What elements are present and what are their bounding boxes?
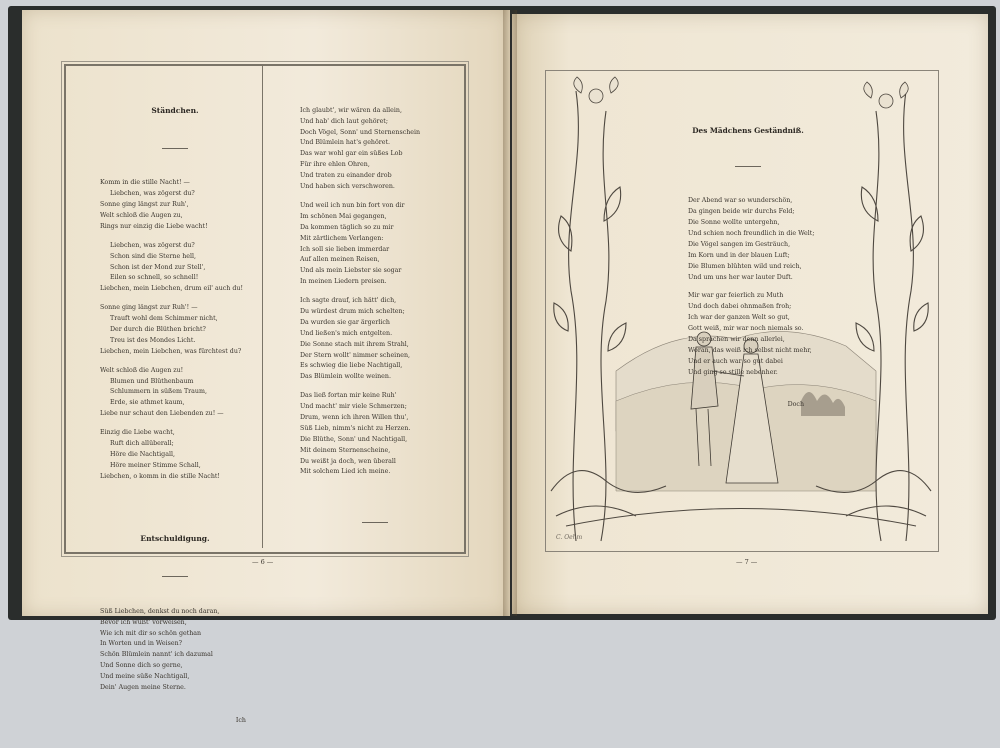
poem-line: Schon ist der Mond zur Stell', bbox=[110, 263, 206, 271]
stanza-break bbox=[300, 288, 450, 296]
stanza-break bbox=[300, 383, 450, 391]
poem-line: Das war wohl gar ein süßes Lob bbox=[300, 150, 403, 158]
catchword: Doch bbox=[787, 401, 804, 409]
poem-line: Komm in die stille Nacht! — bbox=[100, 179, 190, 187]
poem-line: Und ging so stille nebenher. bbox=[688, 368, 778, 376]
poem-line: Liebchen, mein Liebchen, drum eil' auch du! bbox=[100, 285, 243, 293]
poem-line: Da gingen beide wir durchs Feld; bbox=[688, 208, 795, 216]
poem-line: Und hab' dich laut gehöret; bbox=[300, 117, 388, 125]
poem-line: Welt schloß die Augen zu, bbox=[100, 212, 183, 220]
column-divider bbox=[262, 66, 263, 548]
poem-line: Der Stern wollt' nimmer scheinen, bbox=[300, 351, 411, 359]
poem-line: Und Sonne dich so gerne, bbox=[100, 662, 183, 670]
poem-line: Einzig die Liebe wacht, bbox=[100, 429, 175, 437]
poem-line: Rings nur einzig die Liebe wacht! bbox=[100, 222, 208, 230]
poem-line: Liebchen, o komm in die stille Nacht! bbox=[100, 472, 220, 480]
poem-line: Die Sonne wollte untergehn, bbox=[688, 219, 780, 227]
poem-line: Mir war gar feierlich zu Muth bbox=[688, 292, 784, 300]
poem-line: Die Sonne stach mit ihrem Strahl, bbox=[300, 340, 409, 348]
cherub-left bbox=[574, 77, 618, 103]
cherub-right bbox=[864, 82, 908, 108]
bottom-scroll bbox=[566, 509, 916, 527]
stanza-break bbox=[100, 358, 250, 366]
poem-line: Mit deinem Sternenscheine, bbox=[300, 446, 391, 454]
poem-line: Liebchen, was zögerst du? bbox=[110, 241, 195, 249]
stanza-break bbox=[688, 283, 808, 291]
poem-line: Und traten zu einander drob bbox=[300, 172, 392, 180]
poem-line: Trauft wohl dem Schimmer nicht, bbox=[110, 315, 218, 323]
poem-line: Liebe nur schaut den Liebenden zu! — bbox=[100, 410, 224, 418]
poem-line: Und doch dabei ohnmaßen froh; bbox=[688, 303, 792, 311]
poem-line: Sonne ging längst zur Ruh', bbox=[100, 201, 189, 209]
poem-line: Sonne ging längst zur Ruh'! — bbox=[100, 304, 198, 312]
stanza-break bbox=[100, 420, 250, 428]
right-page-poem bbox=[688, 104, 815, 433]
catchword: Ich bbox=[235, 716, 246, 724]
poem-line: Liebchen, was zögerst du? bbox=[110, 190, 195, 198]
poem-line: Und haben sich verschworen. bbox=[300, 183, 395, 191]
title-rule bbox=[162, 576, 188, 577]
left-column bbox=[100, 84, 250, 748]
poem-line: Im schönen Mai gegangen, bbox=[300, 212, 387, 220]
title-rule bbox=[162, 148, 188, 149]
poem-line: Drum, wenn ich ihren Willen thu', bbox=[300, 413, 409, 421]
poem-line: Und er auch war so gut dabei bbox=[688, 357, 783, 365]
title-rule bbox=[735, 166, 761, 167]
poem-entschuldigung-continued bbox=[300, 106, 450, 479]
poem-title-geständniss: Des Mädchens Geständniß. bbox=[692, 125, 804, 135]
book-gutter bbox=[503, 10, 517, 616]
poem-line: Höre meiner Stimme Schall, bbox=[110, 461, 201, 469]
poem-line: Für ihre ehlen Ohren, bbox=[300, 161, 370, 169]
page-number-left: — 6 — bbox=[252, 558, 274, 566]
poem-line: Höre die Nachtigall, bbox=[110, 450, 175, 458]
poem-line: Eilen so schnell, so schnell! bbox=[110, 274, 199, 282]
poem-staendchen bbox=[100, 178, 250, 482]
poem-line: Die Vögel sangen im Gesträuch, bbox=[688, 240, 791, 248]
poem-line: Und Blümlein hat's gehöret. bbox=[300, 139, 391, 147]
poem-line: Da sprachen wir denn allerlei, bbox=[688, 336, 785, 344]
poem-line: Schön Blümlein nannt' ich dazumal bbox=[100, 651, 213, 659]
poem-line: Dein' Augen meine Sterne. bbox=[100, 684, 186, 691]
poem-line: Und ließen's mich entgelten. bbox=[300, 329, 393, 337]
poem-line: Der durch die Blüthen bricht? bbox=[110, 326, 206, 334]
poem-line: Da kommen täglich so zu mir bbox=[300, 223, 394, 231]
poem-line: Mit zärtlichem Verlangen: bbox=[300, 234, 384, 242]
poem-line: Treu ist des Mondes Licht. bbox=[110, 336, 196, 344]
stanza-break bbox=[300, 193, 450, 201]
poem-line: Das ließ fortan mir keine Ruh' bbox=[300, 392, 397, 400]
poem-entschuldigung bbox=[100, 607, 250, 694]
poem-line: Ruft dich allüberall; bbox=[110, 440, 174, 448]
poem-line: In Worten und in Weisen? bbox=[100, 640, 183, 648]
poem-line: Wie ich mit dir so schön gethan bbox=[100, 629, 202, 637]
poem-line: Und macht' mir viele Schmerzen; bbox=[300, 403, 407, 411]
poem-line: Ich glaubt', wir wären da allein, bbox=[300, 106, 402, 114]
page-number-right: — 7 — bbox=[736, 558, 758, 566]
poem-line: Das Blümlein wollte weinen. bbox=[300, 373, 391, 381]
poem-line: Es schwieg die liebe Nachtigall, bbox=[300, 362, 403, 370]
end-rule bbox=[362, 522, 388, 523]
poem-line: Ich soll sie lieben immerdar bbox=[300, 245, 390, 253]
poem-line: Schlummern in süßem Traum, bbox=[110, 388, 207, 396]
poem-line: Auf allen meinen Reisen, bbox=[300, 256, 380, 264]
poem-line: Blumen und Blüthenbaum bbox=[110, 377, 194, 385]
poem-line: Und als mein Liebster sie sogar bbox=[300, 267, 402, 275]
poem-line: Liebchen, mein Liebchen, was fürchtest du? bbox=[100, 347, 242, 355]
poem-line: Der Abend war so wunderschön, bbox=[688, 197, 793, 205]
poem-line: Ich war der ganzen Welt so gut, bbox=[688, 314, 790, 322]
illustrator-signature: C. Oehm bbox=[556, 534, 583, 541]
poem-title-entschuldigung: Entschuldigung. bbox=[140, 534, 210, 544]
poem-line: Da wurden sie gar ärgerlich bbox=[300, 318, 390, 326]
poem-line: Süß Liebchen, denkst du noch daran, bbox=[100, 607, 220, 615]
poem-line: Du würdest drum mich schelten; bbox=[300, 307, 405, 315]
poem-line: Woran, das weiß ich selbst nicht mehr, bbox=[688, 346, 812, 354]
poem-line: Bevor ich wußt' vorweisen, bbox=[100, 618, 187, 626]
poem-line: Mit solchem Lied ich meine. bbox=[300, 468, 391, 476]
poem-line: Im Korn und in der blauen Luft; bbox=[688, 251, 790, 259]
poem-line: Die Blüthe, Sonn' und Nachtigall, bbox=[300, 435, 408, 443]
poem-line: Und schien noch freundlich in die Welt; bbox=[688, 230, 815, 238]
poem-line: Und um uns her war lauter Duft. bbox=[688, 273, 793, 281]
poem-line: Erde, sie athmet kaum, bbox=[110, 399, 185, 407]
poem-line: Und weil ich nun bin fort von dir bbox=[300, 201, 405, 209]
poem-line: Du weißt ja doch, wen überall bbox=[300, 457, 396, 465]
poem-line: In meinen Liedern preisen. bbox=[300, 278, 387, 286]
poem-title-staendchen: Ständchen. bbox=[151, 105, 199, 115]
stanza-break bbox=[100, 295, 250, 303]
poem-line: Die Blumen blühten wild und reich, bbox=[688, 262, 802, 270]
poem-line: Und meine süße Nachtigall, bbox=[100, 673, 190, 681]
stanza-break bbox=[100, 233, 250, 241]
poem-line: Gott weiß, mir war noch niemals so. bbox=[688, 325, 804, 333]
poem-des-maedchens-gestaendniss bbox=[688, 196, 815, 378]
poem-line: Süß Lieb, nimm's nicht zu Herzen. bbox=[300, 424, 411, 432]
poem-line: Ich sagte drauf, ich hätt' dich, bbox=[300, 297, 397, 305]
poem-line: Schon sind die Sterne hell, bbox=[110, 252, 197, 260]
right-column bbox=[300, 84, 450, 553]
poem-line: Doch Vögel, Sonn' und Sternenschein bbox=[300, 128, 421, 136]
poem-line: Welt schloß die Augen zu! bbox=[100, 366, 184, 374]
